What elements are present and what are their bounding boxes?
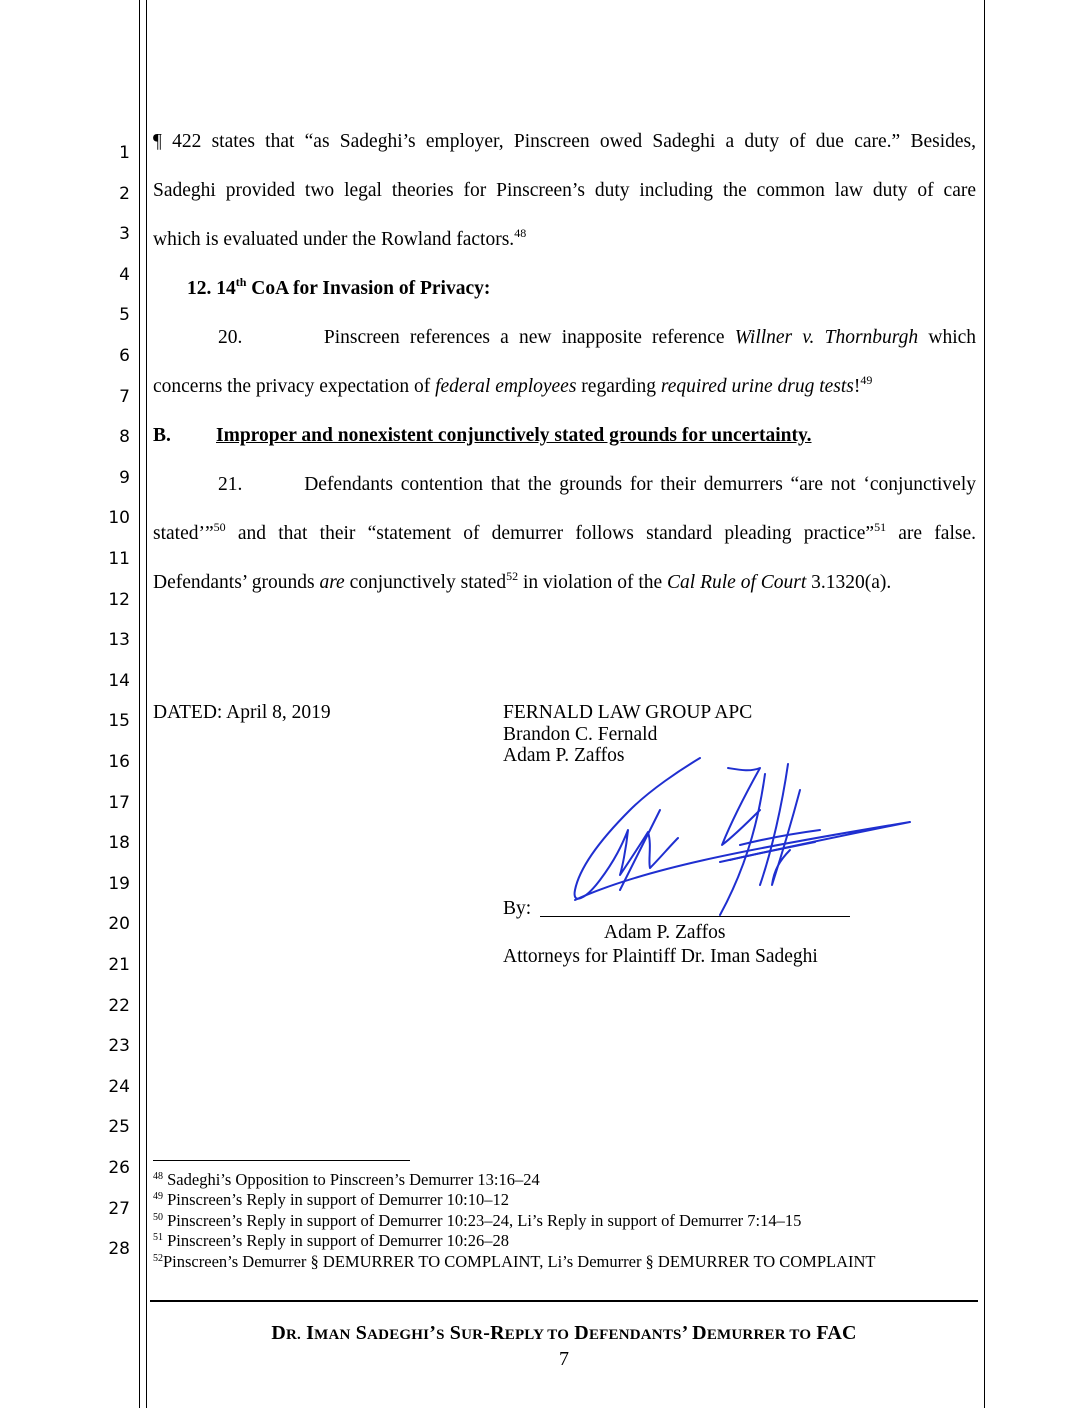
line-number: 28	[108, 1239, 130, 1260]
footer-rule	[150, 1300, 978, 1302]
line-number: 13	[108, 630, 130, 651]
footnote-48: $^{48}$ Sadeghi’s Opposition to Pinscreen’s Demurrer 13:16–24	[153, 1170, 540, 1189]
body-line-3: which is evaluated under the Rowland factors.$^{48}$	[153, 226, 527, 250]
footnote-51: $^{51}$ Pinscreen’s Reply in support of Demurrer 10:26–28	[153, 1231, 509, 1250]
line-number: 5	[119, 305, 130, 326]
line-number: 26	[108, 1158, 130, 1178]
page-number: 7	[559, 1348, 569, 1370]
line-number: 12	[108, 589, 130, 610]
line-number: 19	[108, 873, 130, 894]
line-number: 4	[119, 264, 130, 285]
attorney-name-2: Adam P. Zaffos	[503, 745, 625, 766]
section-heading-b: B. Improper and nonexistent conjunctively stated grounds for uncertainty.	[153, 425, 812, 446]
by-label: By:	[503, 898, 532, 919]
line-number: 27	[108, 1198, 130, 1219]
line-number: 9	[119, 467, 130, 488]
line-number: 2	[119, 183, 130, 204]
signer-role: Attorneys for Plaintiff Dr. Iman Sadeghi	[503, 946, 818, 967]
footnote-52: $^{52}$Pinscreen’s Demurrer § DEMURRER TO COMPLAINT, Li’s Demurrer § DEMURRER TO COMPLAINT	[153, 1252, 876, 1271]
line-number: 8	[119, 427, 130, 448]
line-number: 11	[108, 549, 130, 569]
paragraph-20-line-1: 20. Pinscreen references a new inapposite reference Willner v. Thornburgh which	[218, 327, 977, 348]
handwritten-signature	[560, 750, 920, 920]
signature-line	[540, 916, 850, 917]
line-number: 22	[108, 995, 130, 1016]
line-number: 23	[108, 1036, 130, 1057]
body-line-2: Sadeghi provided two legal theories for Pinscreen’s duty including the common law duty of care	[153, 180, 976, 201]
line-number: 6	[119, 346, 130, 366]
line-number: 24	[108, 1076, 130, 1097]
line-number: 21	[108, 955, 130, 975]
line-number: 18	[108, 833, 130, 854]
attorney-name-1: Brandon C. Fernald	[503, 724, 658, 745]
line-number: 7	[119, 386, 130, 407]
line-number: 14	[108, 670, 130, 691]
body-line-1: ¶ 422 states that “as Sadeghi’s employer, Pinscreen owed Sadeghi a duty of due care.” Besides,	[153, 131, 976, 152]
paragraph-21-line-1: 21. Defendants contention that the grounds for their demurrers “are not ‘conjunctively	[218, 474, 977, 495]
section-heading-12: 12. 14th CoA for Invasion of Privacy:	[187, 275, 491, 299]
line-number: 20	[108, 914, 130, 935]
left-margin-rule-outer	[139, 0, 140, 1408]
line-number: 3	[119, 224, 130, 245]
footnote-ref-49: 49	[860, 373, 873, 387]
left-margin-rule-inner	[146, 0, 147, 1408]
paragraph-21-line-2: stated’”$^{50}$ and that their “statement of demurrer follows standard pleading practice”$^{51}$ are false.	[153, 520, 976, 544]
footnote-49: $^{49}$ Pinscreen’s Reply in support of Demurrer 10:10–12	[153, 1190, 509, 1209]
right-margin-rule	[984, 0, 985, 1408]
line-number: 25	[108, 1117, 130, 1138]
line-number: 15	[108, 711, 130, 732]
footnote-ref-48: 48	[514, 226, 527, 240]
line-number: 17	[108, 792, 130, 813]
line-number: 10	[108, 508, 130, 529]
footnote-50: $^{50}$ Pinscreen’s Reply in support of Demurrer 10:23–24, Li’s Reply in support of Demurrer 7:14–15	[153, 1211, 802, 1230]
line-number: 16	[108, 752, 130, 772]
line-number: 1	[119, 143, 130, 163]
document-title: DR. IMAN SADEGHI’S SUR-REPLY TO DEFENDANTS’ DEMURRER TO FAC	[271, 1322, 857, 1344]
paragraph-20-line-2: concerns the privacy expectation of federal employees regarding required urine drug tests!$^{49}$	[153, 373, 873, 397]
signer-name: Adam P. Zaffos	[604, 922, 726, 943]
paragraph-21-line-3: Defendants’ grounds are conjunctively stated$^{52}$ in violation of the Cal Rule of Court 3.1320(a).	[153, 569, 892, 593]
dated-line: DATED: April 8, 2019	[153, 702, 331, 723]
firm-name: FERNALD LAW GROUP APC	[503, 702, 753, 723]
footnote-separator	[153, 1160, 410, 1161]
